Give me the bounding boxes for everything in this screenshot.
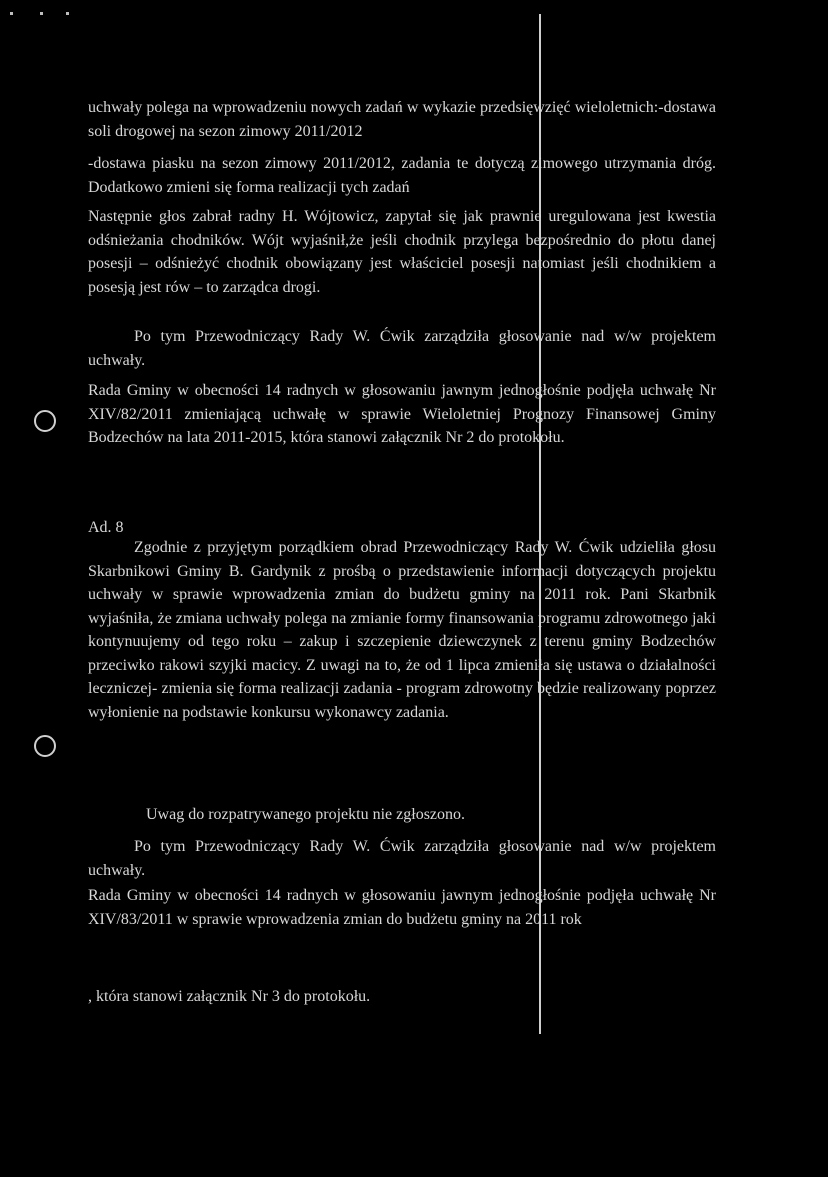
paragraph-wojtowicz-question: Następnie głos zabrał radny H. Wójtowicz, zapytał się jak prawnie uregulowana jest kwestia odśnieżania chodników. Wójt wyjaśnił,że jeśli chodnik przylega bezpośrednio do płotu danej posesji – odśnieżyć chodnik obowiązany jest właściciel posesji natomiast jeśli chodnikiem a posesją jest rów – to zarządca drogi. [88,208,716,296]
paragraph-vote-call-2: Po tym Przewodniczący Rady W. Ćwik zarządziła głosowanie nad w/w projektem uchwały. [88,838,716,879]
punch-hole [34,410,56,432]
paragraph-treasurer-info: Zgodnie z przyjętym porządkiem obrad Przewodniczący Rady W. Ćwik udzieliła głosu Skarbnikowi Gminy B. Gardynik z prośbą o przedstawienie informacji dotyczących projektu uchwały w sprawie wprowadzenia zmian do budżetu gminy na 2011 rok. Pani Skarbnik wyjaśniła, że zmiana uchwały polega na zmianie formy finansowania programu zdrowotnego jaki kontynuujemy od tego roku – zakup i szczepienie dziewczynek z terenu gminy Bodzechów przeciwko rakowi szyjki macicy. Z uwagi na to, że od 1 lipca zmieniła się ustawa o działalności leczniczej- zmienia się forma realizacji zadania - program zdrowotny będzie realizowany poprzez wyłonienie na podstawie konkursu wykonawcy zadania. [88,539,716,721]
section-heading-ad8: Ad. 8 [88,519,124,536]
paragraph-no-remarks: Uwag do rozpatrywanego projektu nie zgłoszono. [146,806,466,823]
paragraph-sand-delivery: -dostawa piasku na sezon zimowy 2011/2012, zadania te dotyczą zimowego utrzymania dróg. Dodatkowo zmieni się forma realizacji tych zadań [88,155,716,196]
paragraph-resolution-82: Rada Gminy w obecności 14 radnych w głosowaniu jawnym jednogłośnie podjęła uchwałę Nr XIV/82/2011 zmieniającą uchwałę w sprawie Wieloletniej Prognozy Finansowej Gminy Bodzechów na lata 2011-2015, która stanowi załącznik Nr 2 do protokołu. [88,382,716,446]
scan-speck [10,12,13,15]
paragraph-intro: uchwały polega na wprowadzeniu nowych zadań w wykazie przedsięwzięć wieloletnich:-dostawa soli drogowej na sezon zimowy 2011/2012 [88,99,716,140]
paragraph-resolution-83: Rada Gminy w obecności 14 radnych w głosowaniu jawnym jednogłośnie podjęła uchwałę Nr XIV/83/2011 w sprawie wprowadzenia zmian do budżetu gminy na 2011 rok [88,887,716,928]
scan-speck [40,12,43,15]
paragraph-attachment-3: , która stanowi załącznik Nr 3 do protokołu. [88,988,371,1005]
paragraph-vote-call-1: Po tym Przewodniczący Rady W. Ćwik zarządziła głosowanie nad w/w projektem uchwały. [88,328,716,369]
scan-speck [66,12,69,15]
punch-hole [34,735,56,757]
